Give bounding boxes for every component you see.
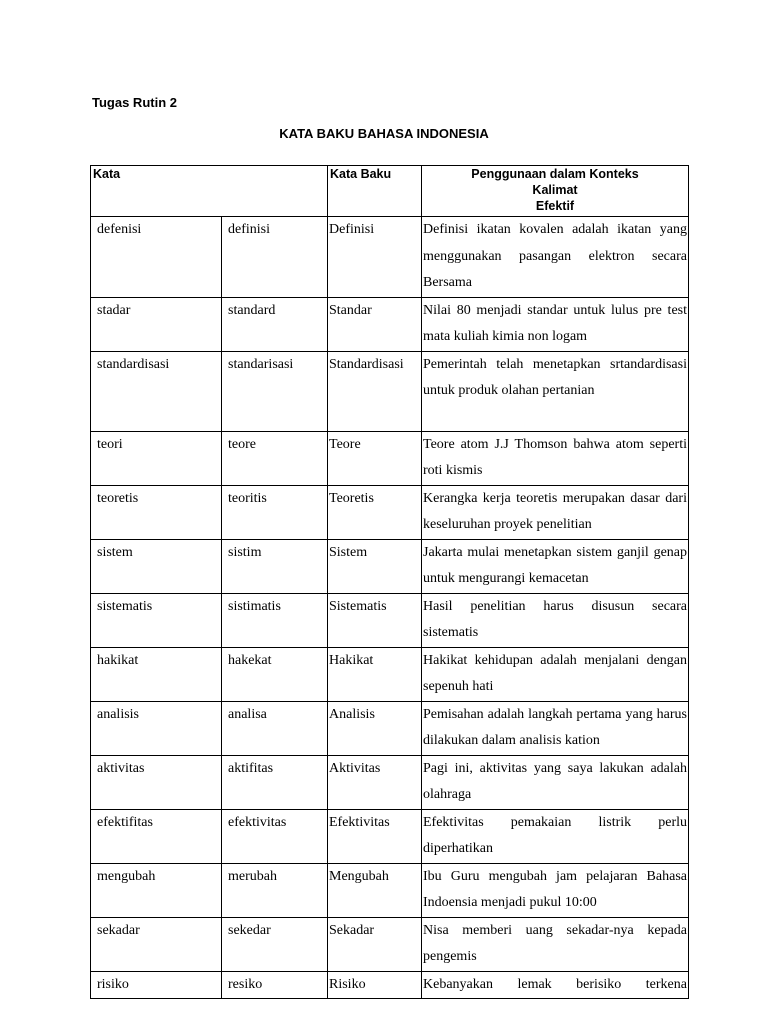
word-variant-a: sistem: [91, 539, 222, 593]
word-variant-a: mengubah: [91, 863, 222, 917]
word-variant-a: hakikat: [91, 647, 222, 701]
standard-word: Aktivitas: [328, 755, 422, 809]
table-row: [91, 539, 689, 593]
standard-word: Standardisasi: [328, 351, 422, 431]
word-variant-a: analisis: [91, 701, 222, 755]
standard-word: Analisis: [328, 701, 422, 755]
table-row: [91, 701, 689, 755]
example-sentence: Efektivitas pemakaian listrik perlu diperhatikan: [422, 809, 689, 863]
standard-word: Risiko: [328, 971, 422, 999]
document-title: KATA BAKU BAHASA INDONESIA: [279, 126, 489, 141]
word-variant-b: teoritis: [222, 485, 328, 539]
header-penggunaan-line2: Kalimat: [532, 183, 578, 197]
word-variant-a: defenisi: [91, 217, 222, 298]
word-variant-a: sistematis: [91, 593, 222, 647]
standard-word: Sistematis: [328, 593, 422, 647]
example-sentence: Pemerintah telah menetapkan srtandardisasi untuk produk olahan pertanian: [422, 351, 689, 431]
table-row: [91, 593, 689, 647]
table-row: [91, 351, 689, 431]
example-sentence: Definisi ikatan kovalen adalah ikatan yang menggunakan pasangan elektron secara Bersama: [422, 217, 689, 298]
standard-word: Sekadar: [328, 917, 422, 971]
table-row: [91, 485, 689, 539]
example-sentence: Ibu Guru mengubah jam pelajaran Bahasa Indoensia menjadi pukul 10:00: [422, 863, 689, 917]
word-variant-a: sekadar: [91, 917, 222, 971]
example-sentence: Pemisahan adalah langkah pertama yang harus dilakukan dalam analisis kation: [422, 701, 689, 755]
word-variant-b: sistimatis: [222, 593, 328, 647]
standard-word: Mengubah: [328, 863, 422, 917]
word-variant-a: aktivitas: [91, 755, 222, 809]
standard-word: Hakikat: [328, 647, 422, 701]
table-row: [91, 755, 689, 809]
word-variant-b: standard: [222, 297, 328, 351]
example-sentence: Hakikat kehidupan adalah menjalani dengan sepenuh hati: [422, 647, 689, 701]
table-row: [91, 297, 689, 351]
table-body: [91, 217, 689, 999]
header-kata-baku: Kata Baku: [328, 166, 422, 217]
word-variant-b: resiko: [222, 971, 328, 999]
example-sentence: Teore atom J.J Thomson bahwa atom seperti roti kismis: [422, 431, 689, 485]
assignment-label: Tugas Rutin 2: [92, 95, 177, 110]
word-variant-a: standardisasi: [91, 351, 222, 431]
table-row: [91, 809, 689, 863]
standard-word: Teore: [328, 431, 422, 485]
header-kata: Kata: [91, 166, 328, 217]
word-variant-b: standarisasi: [222, 351, 328, 431]
word-variant-b: hakekat: [222, 647, 328, 701]
word-variant-b: teore: [222, 431, 328, 485]
example-sentence: Pagi ini, aktivitas yang saya lakukan adalah olahraga: [422, 755, 689, 809]
table-row: [91, 431, 689, 485]
word-variant-a: teori: [91, 431, 222, 485]
word-variant-b: sistim: [222, 539, 328, 593]
word-variant-b: analisa: [222, 701, 328, 755]
header-penggunaan-line3: Efektif: [535, 199, 575, 213]
example-sentence: Kebanyakan lemak berisiko terkena: [422, 971, 689, 999]
example-sentence: Kerangka kerja teoretis merupakan dasar dari keseluruhan proyek penelitian: [422, 485, 689, 539]
table-row: [91, 863, 689, 917]
word-variant-a: risiko: [91, 971, 222, 999]
example-sentence: Nilai 80 menjadi standar untuk lulus pre test mata kuliah kimia non logam: [422, 297, 689, 351]
word-variant-a: efektifitas: [91, 809, 222, 863]
word-variant-b: merubah: [222, 863, 328, 917]
standard-word: Standar: [328, 297, 422, 351]
word-variant-b: efektivitas: [222, 809, 328, 863]
word-variant-b: aktifitas: [222, 755, 328, 809]
vocabulary-table: [90, 165, 689, 999]
standard-word: Teoretis: [328, 485, 422, 539]
standard-word: Efektivitas: [328, 809, 422, 863]
header-penggunaan-line1: Penggunaan dalam Konteks: [471, 167, 639, 181]
example-sentence: Jakarta mulai menetapkan sistem ganjil genap untuk mengurangi kemacetan: [422, 539, 689, 593]
standard-word: Sistem: [328, 539, 422, 593]
word-variant-a: stadar: [91, 297, 222, 351]
header-penggunaan: [422, 166, 689, 217]
standard-word: Definisi: [328, 217, 422, 298]
table-row: [91, 647, 689, 701]
word-variant-a: teoretis: [91, 485, 222, 539]
table-row: [91, 971, 689, 999]
word-variant-b: definisi: [222, 217, 328, 298]
word-variant-b: sekedar: [222, 917, 328, 971]
example-sentence: Hasil penelitian harus disusun secara sistematis: [422, 593, 689, 647]
table-row: [91, 917, 689, 971]
example-sentence: Nisa memberi uang sekadar-nya kepada pengemis: [422, 917, 689, 971]
table-row: [91, 217, 689, 298]
table-header-row: [91, 166, 689, 217]
